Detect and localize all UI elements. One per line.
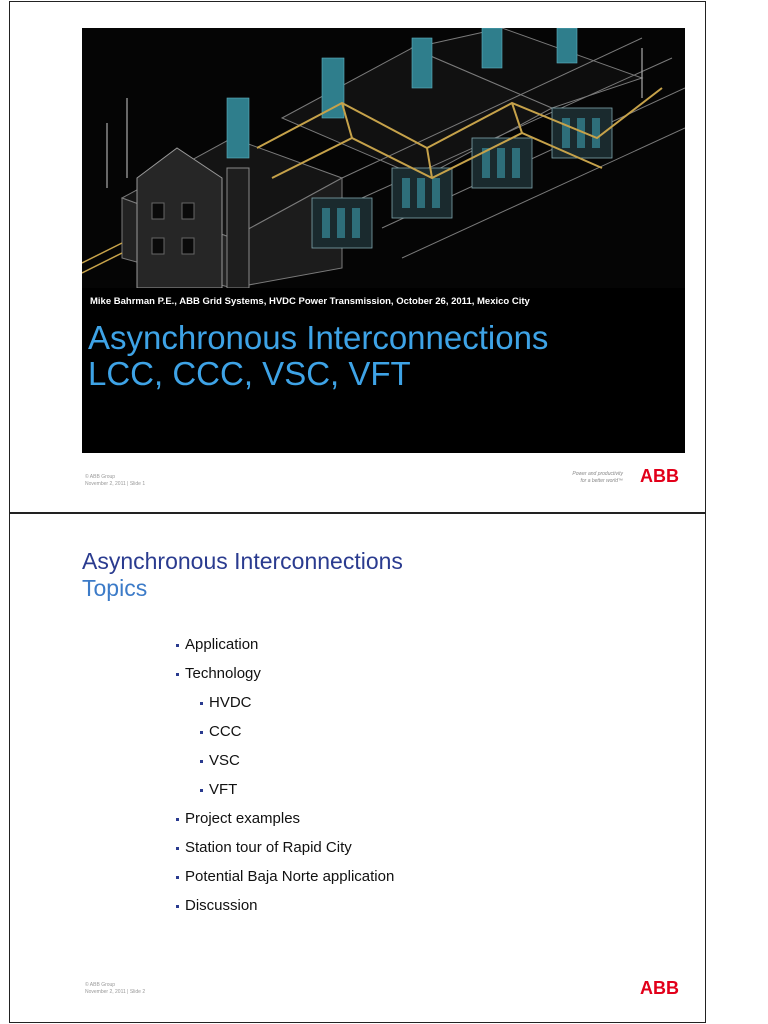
slide-footer [85,982,145,996]
slide-title-line1: Asynchronous Interconnections [88,319,549,356]
topic-item-technology: Technology [176,664,394,693]
abb-logo [640,978,684,996]
topic-item-baja-norte: Potential Baja Norte application [176,867,394,896]
slide-title [88,320,548,392]
topic-subitem-hvdc: HVDC [200,693,394,722]
topic-item-application: Application [176,635,394,664]
date-slide-number: November 2, 2011 | Slide 1 [85,481,146,487]
topic-item-project-examples: Project examples [176,809,394,838]
title-slide [9,1,706,513]
copyright-text: © ABB Group [85,982,116,988]
hero-banner [82,28,685,453]
slide-title-line2: LCC, CCC, VSC, VFT [88,355,411,392]
slogan-line2: for a better world™ [580,478,623,484]
topics-slide-title: Asynchronous Interconnections [82,548,403,574]
date-slide-number: November 2, 2011 | Slide 2 [85,989,146,995]
topic-subitem-ccc: CCC [200,722,394,751]
slide-footer [85,474,145,488]
topic-subitem-vft: VFT [200,780,394,809]
abb-logo-text: ABB [640,466,679,484]
slogan-line1: Power and productivity [572,471,623,477]
topics-slide [9,513,706,1023]
presenter-byline: Mike Bahrman P.E., ABB Grid Systems, HVDC Power Transmission, October 26, 2011, Mexico City [90,296,530,307]
topics-list [176,635,394,925]
topic-subitem-vsc: VSC [200,751,394,780]
abb-logo [640,466,684,484]
copyright-text: © ABB Group [85,474,116,480]
hvdc-station-illustration [82,28,685,288]
topic-item-station-tour: Station tour of Rapid City [176,838,394,867]
abb-logo-text: ABB [640,978,679,996]
abb-slogan [572,471,623,485]
topic-item-discussion: Discussion [176,896,394,925]
topics-slide-subtitle: Topics [82,575,148,601]
